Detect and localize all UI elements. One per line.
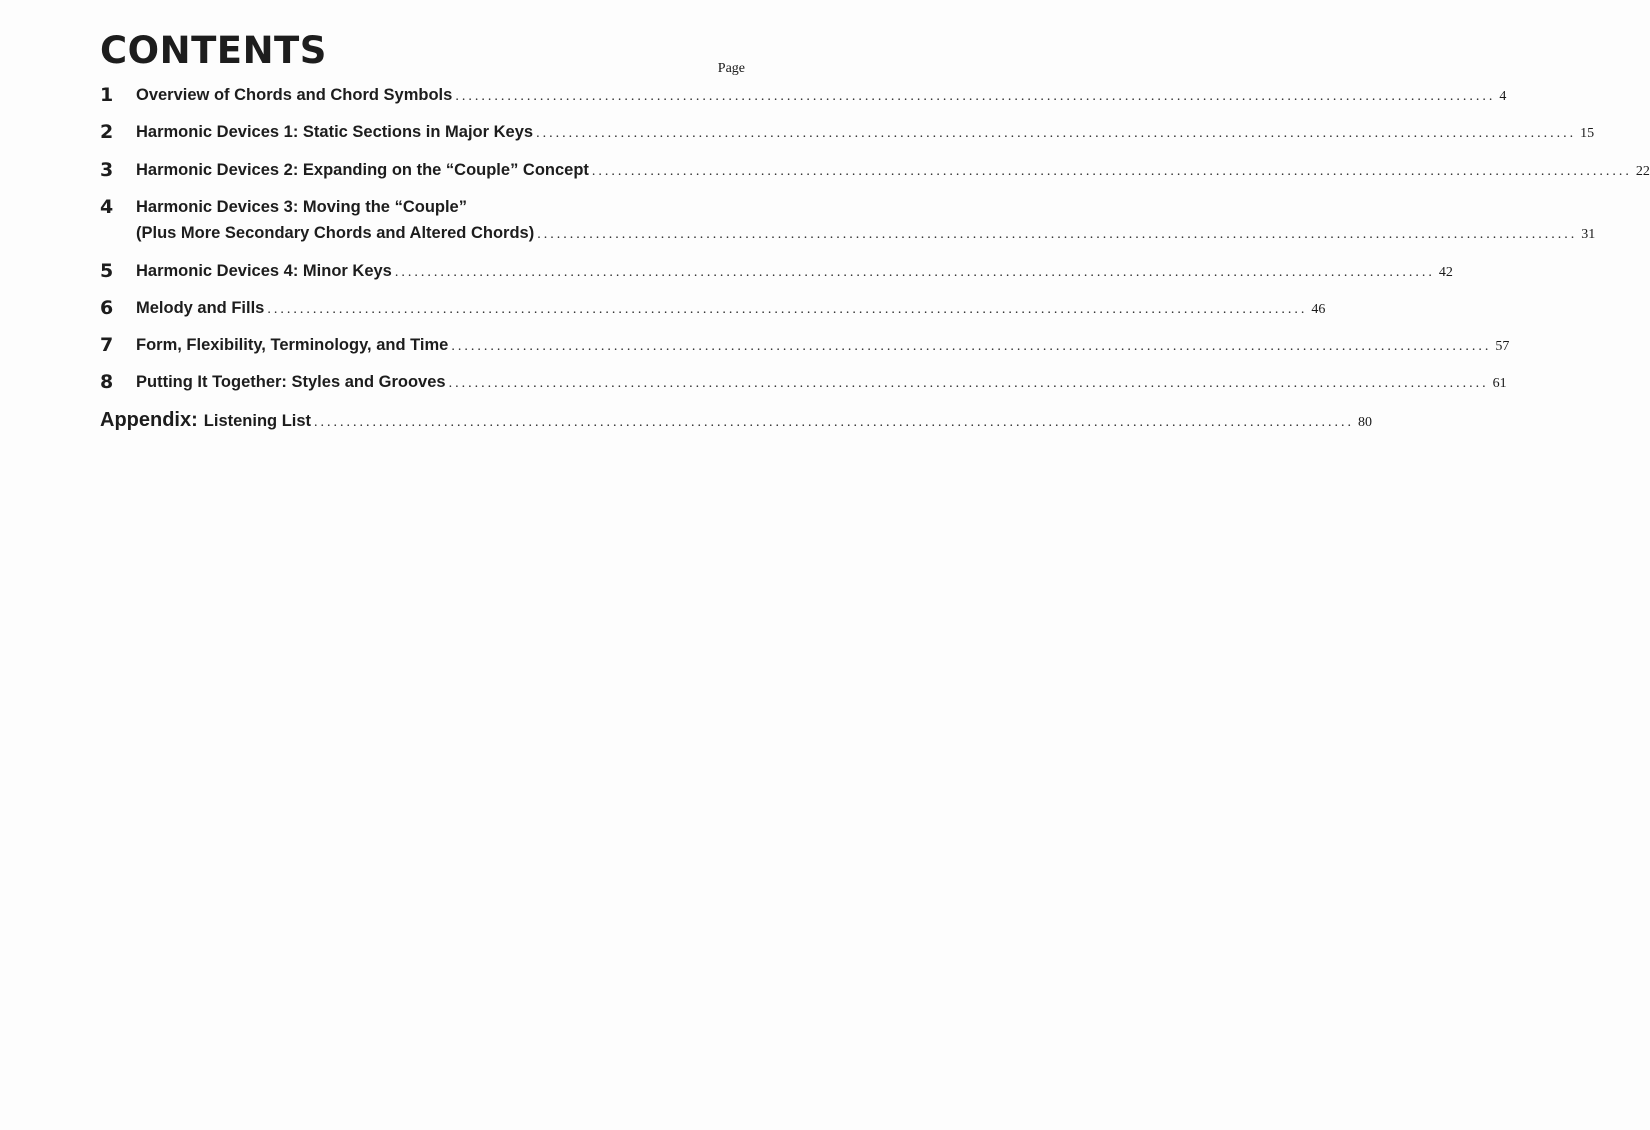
page-column-label: Page [717, 61, 745, 76]
dot-leader: ................................................................................................................................................................ [537, 227, 1578, 242]
chapter-title-continued: (Plus More Secondary Chords and Altered Chords) [136, 224, 535, 242]
appendix-title: Listening List [203, 412, 312, 430]
dot-leader: ................................................................................................................................................................ [455, 89, 1496, 104]
page-title: CONTENTS [100, 29, 327, 72]
page-number: 42 [1438, 265, 1453, 280]
dot-leader: ................................................................................................................................................................ [591, 164, 1632, 179]
chapter-number: 6 [100, 297, 114, 319]
page-number: 15 [1580, 126, 1595, 141]
page-number: 61 [1492, 376, 1507, 391]
chapter-number: 1 [100, 84, 114, 106]
chapter-number: 2 [100, 121, 114, 143]
chapter-title: Overview of Chords and Chord Symbols [136, 86, 453, 104]
chapter-title: Putting It Together: Styles and Grooves [136, 373, 446, 391]
chapter-title: Harmonic Devices 1: Static Sections in Major Keys [136, 123, 534, 141]
dot-leader: ................................................................................................................................................................ [314, 415, 1355, 430]
chapter-number: 7 [100, 334, 114, 356]
page-number: 80 [1358, 415, 1373, 430]
chapter-title: Harmonic Devices 3: Moving the “Couple” [136, 198, 467, 216]
page-number: 4 [1499, 89, 1507, 104]
dot-leader: ................................................................................................................................................................ [448, 376, 1489, 391]
chapter-title: Form, Flexibility, Terminology, and Time [136, 336, 449, 354]
page-number: 22 [1635, 164, 1650, 179]
chapter-number: 8 [100, 371, 114, 393]
page-number: 46 [1311, 302, 1326, 317]
chapter-number: 3 [100, 159, 114, 181]
appendix-label: Appendix: [100, 409, 198, 431]
chapter-title: Melody and Fills [136, 299, 265, 317]
chapter-title: Harmonic Devices 4: Minor Keys [136, 262, 392, 280]
page-number: 31 [1581, 227, 1596, 242]
dot-leader: ................................................................................................................................................................ [451, 339, 1492, 354]
page-number: 57 [1495, 339, 1510, 354]
chapter-number: 5 [100, 260, 114, 282]
chapter-title: Harmonic Devices 2: Expanding on the “Couple” Concept [136, 161, 589, 179]
chapter-number: 4 [100, 196, 114, 218]
dot-leader: ................................................................................................................................................................ [394, 265, 1435, 280]
dot-leader: ................................................................................................................................................................ [267, 302, 1308, 317]
dot-leader: ................................................................................................................................................................ [536, 126, 1577, 141]
